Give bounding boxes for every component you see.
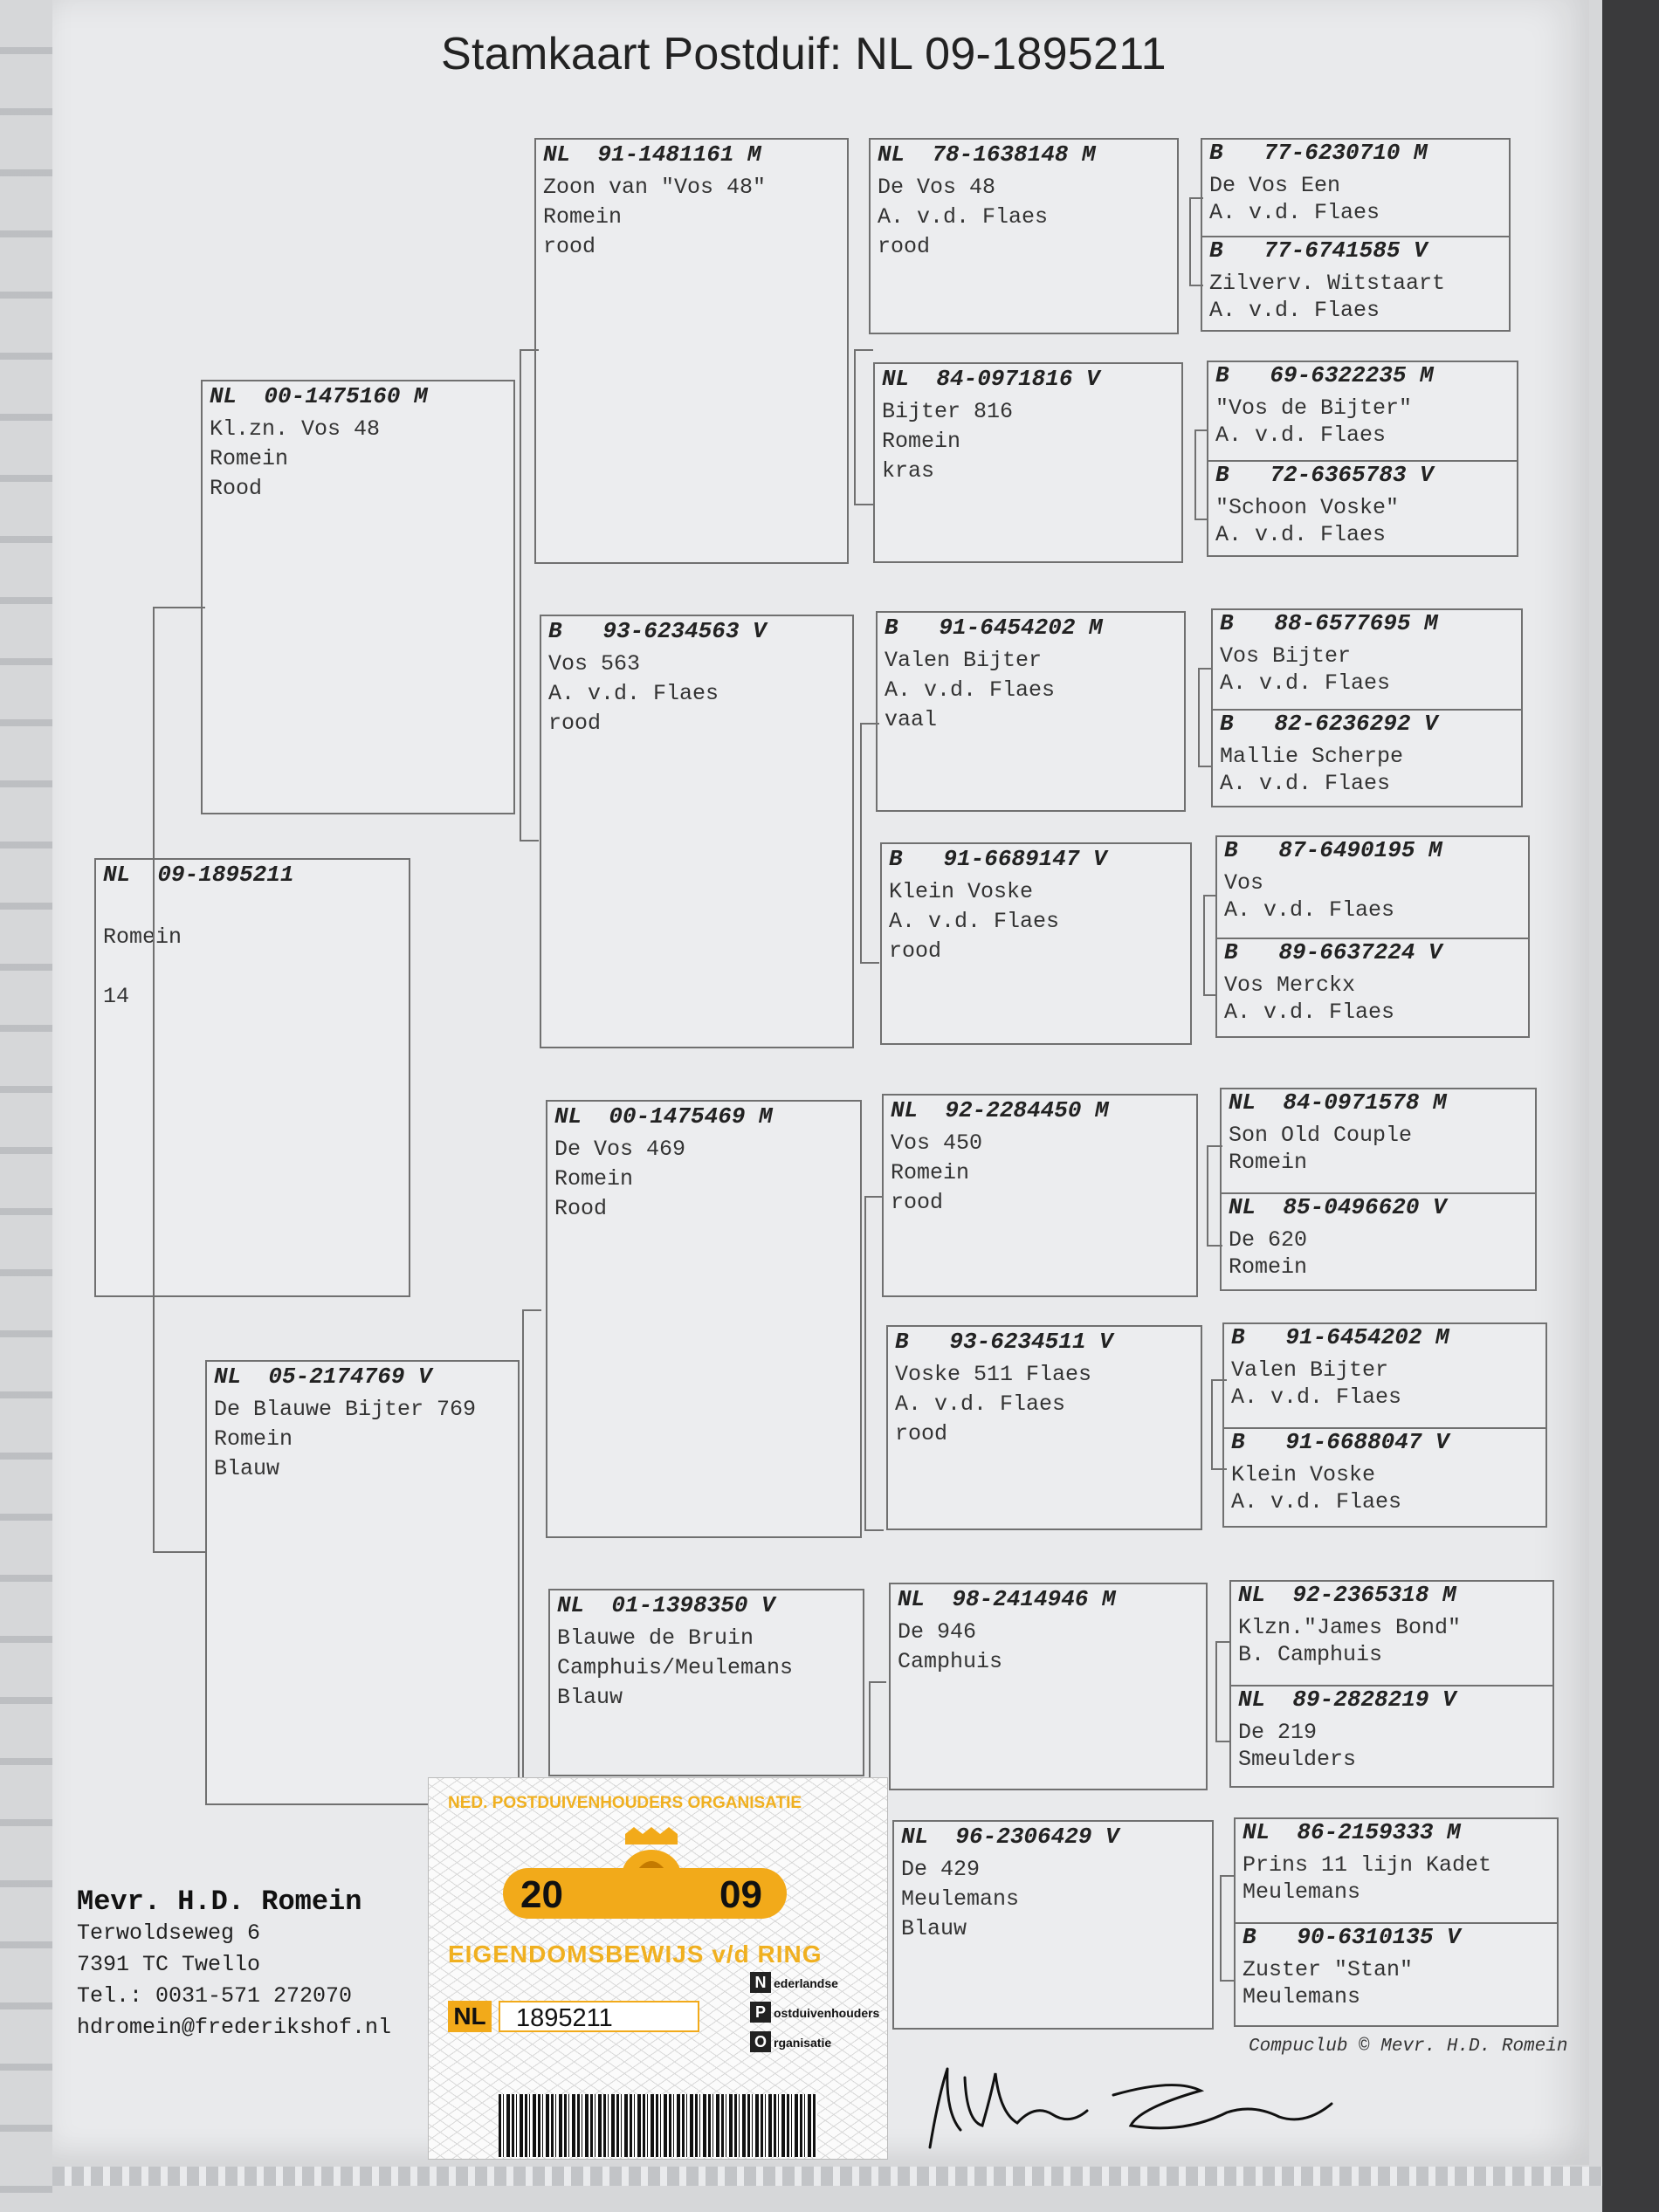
owner-block bbox=[77, 1886, 391, 2044]
pedigree-pair-box bbox=[1211, 608, 1523, 807]
ring-header: B 87-6490195 M bbox=[1224, 837, 1442, 863]
pigeon-line: "Vos de Bijter" bbox=[1215, 395, 1413, 421]
pigeon-line: A. v.d. Flaes bbox=[1220, 771, 1391, 796]
pigeon-line: Vos bbox=[1224, 870, 1264, 896]
ring-header: B 93-6234563 V bbox=[548, 618, 767, 644]
pedigree-box-ds bbox=[546, 1100, 862, 1538]
pigeon-line: 14 bbox=[103, 984, 130, 1009]
ring-header: NL 96-2306429 V bbox=[901, 1824, 1119, 1850]
pigeon-line: Meulemans bbox=[1243, 1879, 1361, 1905]
barcode bbox=[499, 2094, 817, 2157]
pedigree-box-sire bbox=[201, 380, 515, 814]
pigeon-line: rood bbox=[891, 1190, 944, 1215]
pigeon-line: Zuster "Stan" bbox=[1243, 1957, 1414, 1982]
pigeon-line: Romein bbox=[554, 1166, 634, 1192]
pedigree-connector bbox=[1220, 1875, 1236, 1982]
owner-name: Mevr. H.D. Romein bbox=[77, 1886, 362, 1918]
pedigree-box-ss bbox=[534, 138, 849, 564]
pigeon-line: A. v.d. Flaes bbox=[885, 677, 1056, 703]
pigeon-line: rood bbox=[889, 938, 942, 964]
pedigree-box-sss bbox=[869, 138, 1179, 334]
sticker-org: NED. POSTDUIVENHOUDERS ORGANISATIE bbox=[448, 1794, 802, 1812]
pigeon-line: De Vos Een bbox=[1209, 173, 1341, 198]
pedigree-connector bbox=[1207, 1145, 1222, 1247]
pigeon-line: Vos Merckx bbox=[1224, 972, 1356, 998]
pedigree-box-sd bbox=[540, 615, 854, 1048]
pigeon-line: Meulemans bbox=[1243, 1984, 1361, 2009]
year-left: 20 bbox=[520, 1873, 563, 1916]
pigeon-line: Rood bbox=[554, 1196, 608, 1221]
pigeon-line: De Blauwe Bijter 769 bbox=[214, 1397, 477, 1422]
npo-line-2: P ostduivenhouders bbox=[750, 2002, 879, 2023]
sleeve-bottom-edge bbox=[52, 2167, 1602, 2186]
pigeon-line: Romein bbox=[543, 204, 623, 230]
pigeon-line: vaal bbox=[885, 707, 938, 732]
pedigree-pair-box bbox=[1222, 1322, 1547, 1528]
pigeon-line: Prins 11 lijn Kadet bbox=[1243, 1852, 1492, 1878]
ring-header: B 91-6689147 V bbox=[889, 846, 1107, 872]
pigeon-line: Bijter 816 bbox=[882, 399, 1014, 424]
pigeon-line: Klzn."James Bond" bbox=[1238, 1615, 1462, 1640]
pedigree-connector bbox=[1189, 197, 1203, 286]
pigeon-line: A. v.d. Flaes bbox=[1209, 298, 1380, 323]
pedigree-connector bbox=[1211, 1379, 1227, 1470]
pedigree-pair-box bbox=[1220, 1088, 1537, 1291]
ring-header: NL 98-2414946 M bbox=[898, 1586, 1116, 1612]
pigeon-line: De Vos 48 bbox=[878, 175, 996, 200]
npo-line-3: O rganisatie bbox=[750, 2031, 831, 2052]
year-right: 09 bbox=[719, 1873, 762, 1916]
pigeon-line: Kl.zn. Vos 48 bbox=[210, 416, 381, 442]
ring-header: NL 92-2284450 M bbox=[891, 1097, 1109, 1123]
pedigree-box-dsd bbox=[886, 1325, 1202, 1530]
pedigree-box-ddd bbox=[892, 1820, 1214, 2030]
pigeon-line: Klein Voske bbox=[889, 879, 1034, 904]
ring-country: NL bbox=[448, 2001, 492, 2032]
pedigree-connector bbox=[522, 1309, 541, 1810]
pedigree-pair-box bbox=[1215, 835, 1530, 1038]
pigeon-line: Meulemans bbox=[901, 1886, 1020, 1912]
ring-number: 1895211 bbox=[499, 2001, 699, 2032]
pigeon-line: Rood bbox=[210, 476, 263, 501]
pigeon-line: A. v.d. Flaes bbox=[548, 681, 719, 706]
pedigree-connector bbox=[1203, 895, 1217, 996]
page-title: Stamkaart Postduif: NL 09-1895211 bbox=[441, 29, 1167, 79]
pedigree-connector bbox=[860, 723, 879, 964]
pigeon-line: Valen Bijter bbox=[885, 648, 1043, 673]
pigeon-line: Vos Bijter bbox=[1220, 643, 1352, 669]
pedigree-connector bbox=[854, 349, 873, 505]
pigeon-line: Romein bbox=[891, 1160, 970, 1185]
pigeon-line: Blauw bbox=[557, 1685, 623, 1710]
ring-header: B 91-6454202 M bbox=[885, 615, 1103, 641]
pedigree-connector bbox=[1215, 1641, 1231, 1742]
pigeon-line: Mallie Scherpe bbox=[1220, 744, 1404, 769]
pigeon-line: rood bbox=[543, 234, 596, 259]
pedigree-connector bbox=[1198, 668, 1212, 767]
pedigree-box-dss bbox=[882, 1094, 1198, 1297]
pedigree-box-sdd bbox=[880, 842, 1192, 1045]
year-badge bbox=[503, 1868, 787, 1919]
pedigree-box-sds bbox=[876, 611, 1186, 812]
pigeon-line: Son Old Couple bbox=[1229, 1123, 1413, 1148]
ring-header: NL 01-1398350 V bbox=[557, 1592, 775, 1618]
sticker-title: EIGENDOMSBEWIJS v/d RING bbox=[448, 1941, 823, 1968]
pigeon-line: Blauwe de Bruin bbox=[557, 1625, 754, 1651]
pigeon-line: Romein bbox=[103, 924, 182, 950]
ring-header: B 69-6322235 M bbox=[1215, 362, 1434, 388]
pigeon-line: De 946 bbox=[898, 1619, 977, 1645]
pigeon-line: Zoon van "Vos 48" bbox=[543, 175, 767, 200]
pedigree-connector bbox=[520, 349, 539, 842]
ring-header: B 91-6688047 V bbox=[1231, 1429, 1449, 1455]
ring-header: NL 78-1638148 M bbox=[878, 141, 1096, 168]
ring-header: B 90-6310135 V bbox=[1243, 1924, 1461, 1950]
pigeon-line: Romein bbox=[214, 1426, 293, 1452]
pigeon-line: rood bbox=[548, 711, 602, 736]
pigeon-line: De 429 bbox=[901, 1857, 981, 1882]
pigeon-line: B. Camphuis bbox=[1238, 1642, 1383, 1667]
pigeon-line: Smeulders bbox=[1238, 1747, 1357, 1772]
ring-header: NL 91-1481161 M bbox=[543, 141, 761, 168]
ring-header: NL 84-0971816 V bbox=[882, 366, 1100, 392]
pigeon-line: Romein bbox=[1229, 1254, 1308, 1280]
pigeon-line: Camphuis bbox=[898, 1649, 1003, 1674]
owner-city: 7391 TC Twello bbox=[77, 1952, 261, 1977]
ring-header: NL 92-2365318 M bbox=[1238, 1582, 1456, 1608]
pigeon-line: Vos 563 bbox=[548, 651, 641, 677]
pigeon-line: rood bbox=[895, 1421, 948, 1446]
pigeon-line: A. v.d. Flaes bbox=[1215, 422, 1387, 448]
ring-header: B 88-6577695 M bbox=[1220, 610, 1438, 636]
pigeon-line: A. v.d. Flaes bbox=[1231, 1489, 1402, 1515]
ring-header: NL 86-2159333 M bbox=[1243, 1819, 1461, 1845]
pigeon-line: De 219 bbox=[1238, 1720, 1318, 1745]
pedigree-pair-box bbox=[1229, 1580, 1554, 1788]
ring-header: B 82-6236292 V bbox=[1220, 711, 1438, 737]
pigeon-line: A. v.d. Flaes bbox=[1220, 670, 1391, 696]
owner-phone: Tel.: 0031-571 272070 bbox=[77, 1983, 353, 2009]
pigeon-line: Blauw bbox=[214, 1456, 280, 1481]
owner-email: hdromein@frederikshof.nl bbox=[77, 2015, 392, 2040]
pedigree-pair-box bbox=[1234, 1817, 1559, 2027]
pigeon-line: rood bbox=[878, 234, 931, 259]
pedigree-box-dds bbox=[889, 1583, 1208, 1790]
pigeon-line: Vos 450 bbox=[891, 1130, 983, 1156]
pedigree-pair-box bbox=[1207, 361, 1518, 557]
ring-header: B 93-6234511 V bbox=[895, 1329, 1113, 1355]
pigeon-line: "Schoon Voske" bbox=[1215, 495, 1400, 520]
pigeon-line: A. v.d. Flaes bbox=[1231, 1384, 1402, 1410]
ring-header: NL 09-1895211 bbox=[103, 862, 294, 888]
npo-line-1: N ederlandse bbox=[750, 1972, 838, 1993]
pigeon-line: Valen Bijter bbox=[1231, 1357, 1389, 1383]
pigeon-line: A. v.d. Flaes bbox=[1209, 200, 1380, 225]
binder-holes bbox=[0, 0, 52, 2212]
ring-header: NL 85-0496620 V bbox=[1229, 1194, 1447, 1220]
pigeon-line: A. v.d. Flaes bbox=[1224, 1000, 1395, 1025]
copyright-note: Compuclub © Mevr. H.D. Romein bbox=[1249, 2037, 1568, 2057]
pedigree-connector bbox=[864, 1196, 884, 1531]
ring-header: NL 05-2174769 V bbox=[214, 1364, 432, 1390]
pigeon-line: Romein bbox=[210, 446, 289, 471]
ring-header: B 89-6637224 V bbox=[1224, 939, 1442, 965]
pigeon-line: A. v.d. Flaes bbox=[1215, 522, 1387, 547]
ring-ownership-sticker bbox=[428, 1777, 888, 2160]
pigeon-line: Romein bbox=[1229, 1150, 1308, 1175]
pigeon-line: A. v.d. Flaes bbox=[878, 204, 1049, 230]
pigeon-line: Klein Voske bbox=[1231, 1462, 1376, 1487]
pigeon-line: A. v.d. Flaes bbox=[895, 1391, 1066, 1417]
pedigree-pair-box bbox=[1201, 138, 1511, 332]
ring-header: B 77-6230710 M bbox=[1209, 140, 1428, 166]
pedigree-box-dam bbox=[205, 1360, 520, 1805]
ring-header: B 77-6741585 V bbox=[1209, 237, 1428, 264]
pedigree-box-subject bbox=[94, 858, 410, 1297]
pigeon-line: Romein bbox=[882, 429, 961, 454]
ring-header: NL 00-1475160 M bbox=[210, 383, 428, 409]
signature bbox=[912, 2043, 1366, 2156]
pigeon-line: Voske 511 Flaes bbox=[895, 1362, 1092, 1387]
ring-header: NL 84-0971578 M bbox=[1229, 1089, 1447, 1116]
ring-header: NL 00-1475469 M bbox=[554, 1103, 773, 1130]
pigeon-line: De 620 bbox=[1229, 1227, 1308, 1253]
ring-header: B 91-6454202 M bbox=[1231, 1324, 1449, 1350]
pedigree-connector bbox=[1194, 429, 1208, 520]
pigeon-line: kras bbox=[882, 458, 935, 484]
ring-header: B 72-6365783 V bbox=[1215, 462, 1434, 488]
pigeon-line: A. v.d. Flaes bbox=[1224, 897, 1395, 923]
pigeon-line: Camphuis/Meulemans bbox=[557, 1655, 794, 1680]
pigeon-line: Zilverv. Witstaart bbox=[1209, 271, 1446, 296]
pigeon-line: De Vos 469 bbox=[554, 1137, 686, 1162]
owner-street: Terwoldseweg 6 bbox=[77, 1920, 261, 1946]
pigeon-line: A. v.d. Flaes bbox=[889, 909, 1060, 934]
ring-header: NL 89-2828219 V bbox=[1238, 1686, 1456, 1713]
pigeon-line: Blauw bbox=[901, 1916, 967, 1941]
pedigree-box-ssd bbox=[873, 362, 1183, 563]
pedigree-box-dd bbox=[548, 1589, 864, 1776]
pedigree-connector bbox=[153, 607, 205, 1553]
